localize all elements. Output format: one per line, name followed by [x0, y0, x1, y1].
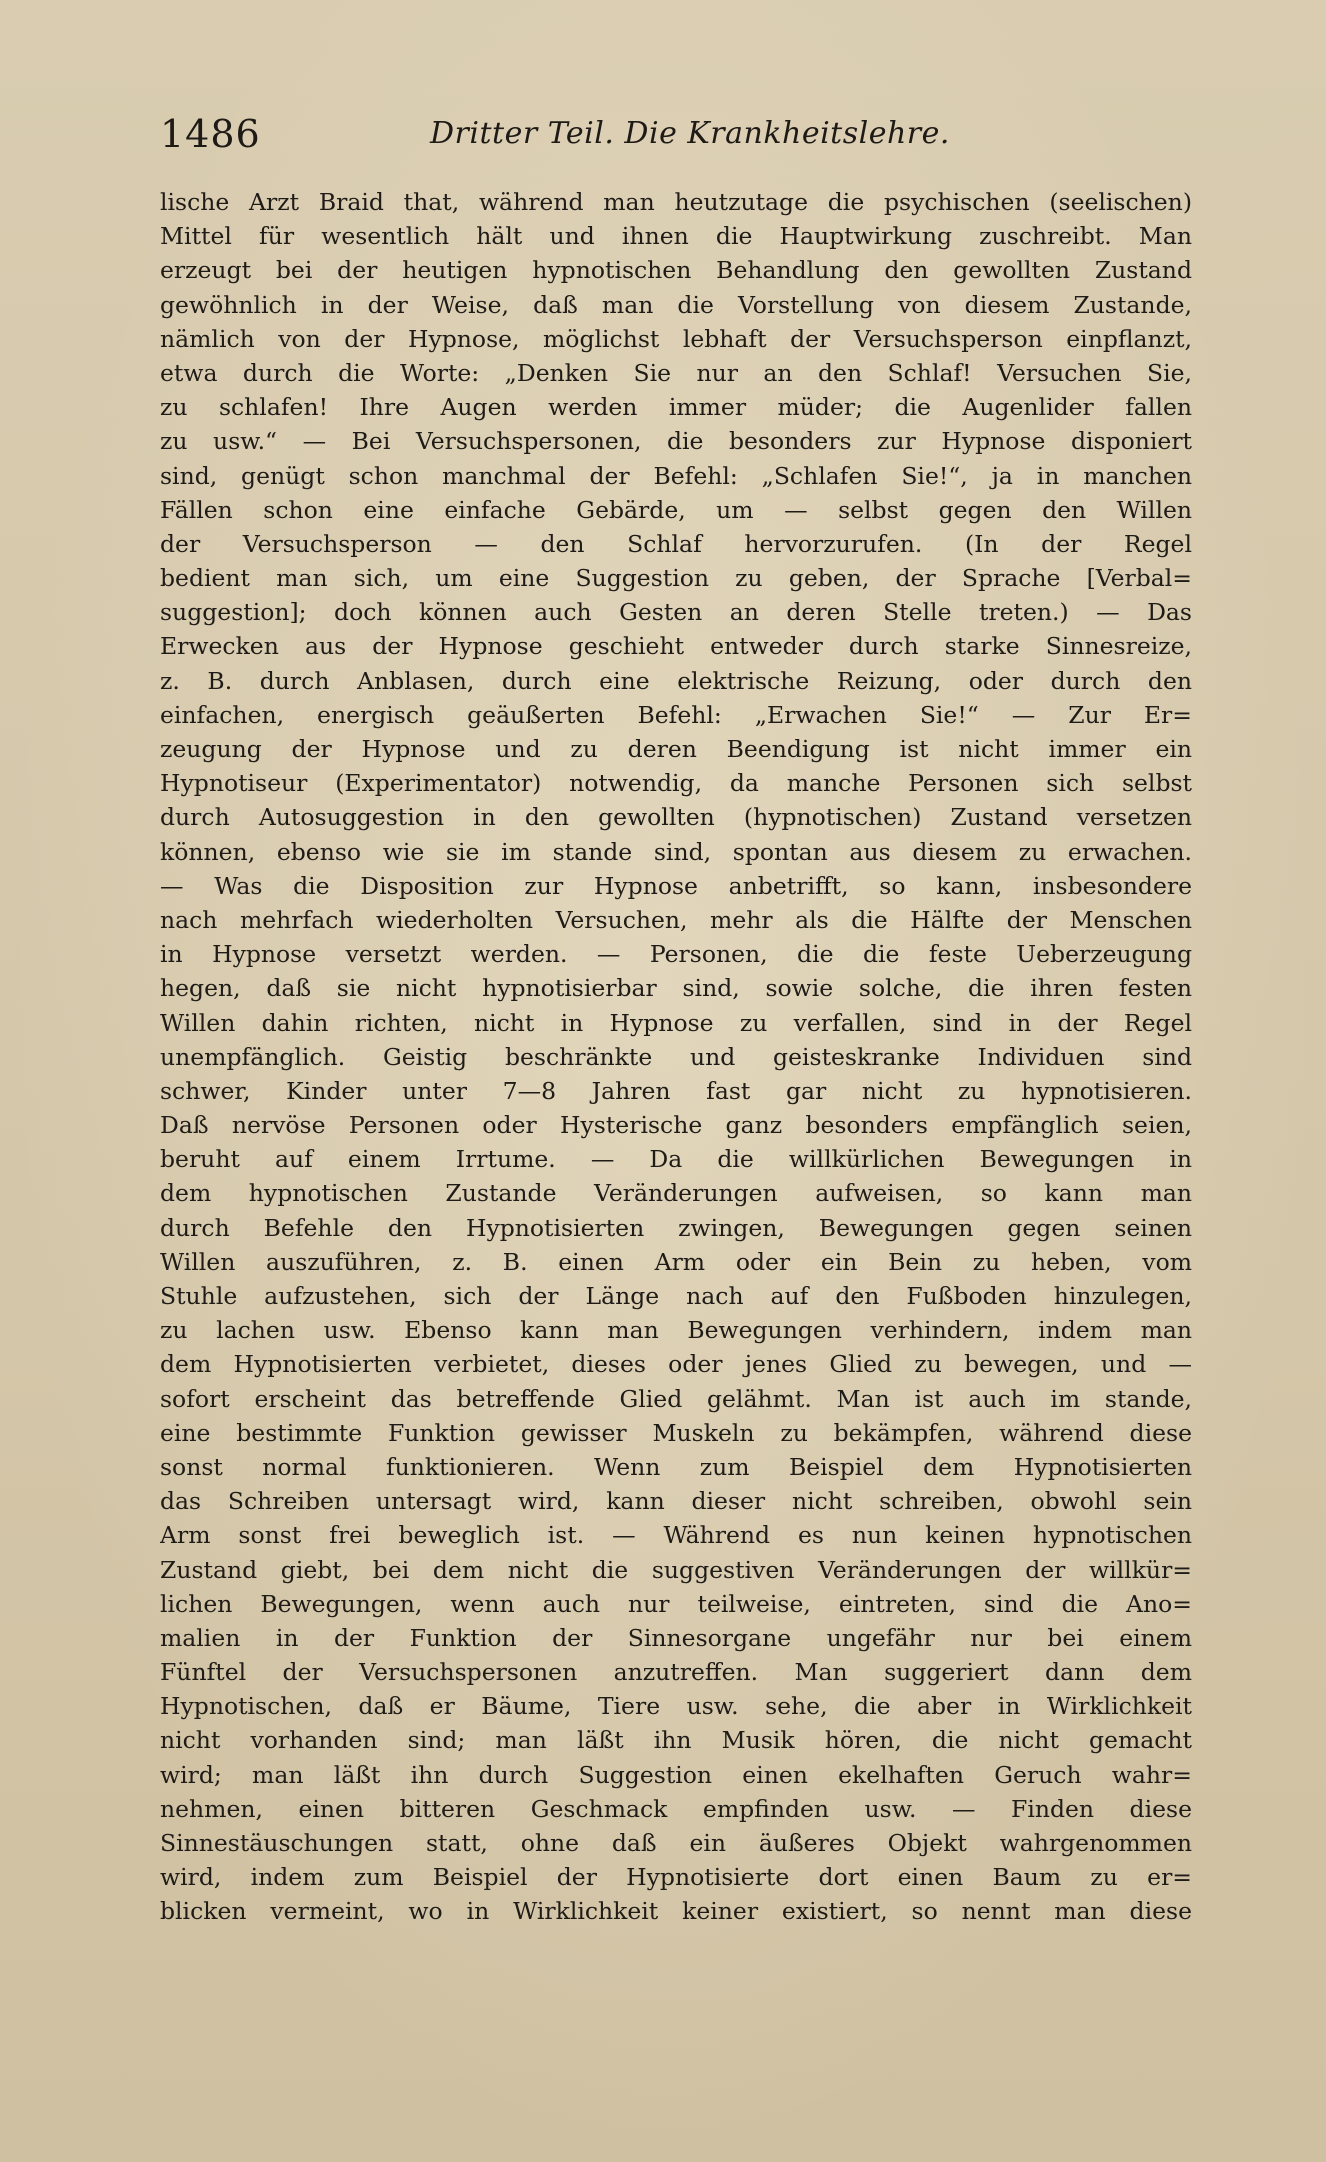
text-line: dem Hypnotisierten verbietet, dieses oder jenes Glied zu bewegen, und — [160, 1350, 1192, 1379]
text-line: nehmen, einen bitteren Geschmack empfinden usw. — Finden diese [160, 1794, 1192, 1823]
text-line: blicken vermeint, wo in Wirklichkeit keiner existiert, so nennt man diese [160, 1897, 1192, 1926]
text-line: Fünftel der Versuchspersonen anzutreffen. Man suggeriert dann dem [160, 1658, 1192, 1687]
text-line: schwer, Kinder unter 7—8 Jahren fast gar nicht zu hypnotisieren. [160, 1076, 1192, 1105]
text-line: bedient man sich, um eine Suggestion zu geben, der Sprache [Verbal= [160, 564, 1192, 593]
text-line: Hypnotischen, daß er Bäume, Tiere usw. sehe, die aber in Wirklichkeit [160, 1692, 1192, 1721]
text-line: eine bestimmte Funktion gewisser Muskeln zu bekämpfen, während diese [160, 1418, 1192, 1447]
text-line: sonst normal funktionieren. Wenn zum Beispiel dem Hypnotisierten [160, 1452, 1192, 1481]
text-line: wird, indem zum Beispiel der Hypnotisierte dort einen Baum zu er= [160, 1863, 1192, 1892]
text-line: zu schlafen! Ihre Augen werden immer müder; die Augenlider fallen [160, 393, 1192, 422]
text-line: durch Autosuggestion in den gewollten (hypnotischen) Zustand versetzen [160, 803, 1192, 832]
text-line: zu lachen usw. Ebenso kann man Bewegungen verhindern, indem man [160, 1316, 1192, 1345]
text-line: nach mehrfach wiederholten Versuchen, mehr als die Hälfte der Menschen [160, 905, 1192, 934]
text-line: Daß nervöse Personen oder Hysterische ganz besonders empfänglich seien, [160, 1111, 1192, 1140]
text-line: erzeugt bei der heutigen hypnotischen Behandlung den gewollten Zustand [160, 256, 1192, 285]
text-line: Arm sonst frei beweglich ist. — Während es nun keinen hypnotischen [160, 1521, 1192, 1550]
text-line: lichen Bewegungen, wenn auch nur teilweise, eintreten, sind die Ano= [160, 1589, 1192, 1618]
text-line: Stuhle aufzustehen, sich der Länge nach auf den Fußboden hinzulegen, [160, 1282, 1192, 1310]
text-line: Erwecken aus der Hypnose geschieht entweder durch starke Sinnesreize, [160, 632, 1192, 661]
text-line: Fällen schon eine einfache Gebärde, um — selbst gegen den Willen [160, 495, 1192, 524]
text-line: einfachen, energisch geäußerten Befehl: „Erwachen Sie!“ — Zur Er= [160, 700, 1192, 729]
text-line: beruht auf einem Irrtume. — Da die willkürlichen Bewegungen in [160, 1145, 1192, 1174]
text-line: Mittel für wesentlich hält und ihnen die Hauptwirkung zuschreibt. Man [160, 222, 1192, 251]
page-header [160, 112, 1190, 162]
text-line: Sinnestäuschungen statt, ohne daß ein äußeres Objekt wahrgenommen [160, 1829, 1192, 1857]
text-line: gewöhnlich in der Weise, daß man die Vorstellung von diesem Zustande, [160, 290, 1192, 319]
text-line: Willen auszuführen, z. B. einen Arm oder ein Bein zu heben, vom [160, 1247, 1192, 1276]
body-text [160, 185, 1192, 1929]
text-line: zeugung der Hypnose und zu deren Beendigung ist nicht immer ein [160, 735, 1192, 763]
text-line: sofort erscheint das betreffende Glied gelähmt. Man ist auch im stande, [160, 1384, 1192, 1413]
running-head: Dritter Teil. Die Krankheitslehre. [430, 116, 950, 151]
text-line: zu usw.“ — Bei Versuchspersonen, die besonders zur Hypnose disponiert [160, 427, 1192, 456]
text-line: Hypnotiseur (Experimentator) notwendig, da manche Personen sich selbst [160, 769, 1192, 798]
text-line: durch Befehle den Hypnotisierten zwingen, Bewegungen gegen seinen [160, 1213, 1192, 1242]
text-line: Zustand giebt, bei dem nicht die suggestiven Veränderungen der willkür= [160, 1555, 1192, 1584]
page-number: 1486 [160, 112, 261, 156]
text-line: können, ebenso wie sie im stande sind, spontan aus diesem zu erwachen. [160, 837, 1192, 866]
text-line: hegen, daß sie nicht hypnotisierbar sind, sowie solche, die ihren festen [160, 974, 1192, 1003]
text-line: nämlich von der Hypnose, möglichst lebhaft der Versuchsperson einpflanzt, [160, 324, 1192, 353]
text-line: malien in der Funktion der Sinnesorgane ungefähr nur bei einem [160, 1623, 1192, 1652]
text-line: das Schreiben untersagt wird, kann dieser nicht schreiben, obwohl sein [160, 1487, 1192, 1516]
text-line: etwa durch die Worte: „Denken Sie nur an den Schlaf! Versuchen Sie, [160, 358, 1192, 387]
text-line: unempfänglich. Geistig beschränkte und geisteskranke Individuen sind [160, 1042, 1192, 1071]
text-line: der Versuchsperson — den Schlaf hervorzurufen. (In der Regel [160, 529, 1192, 558]
text-line: — Was die Disposition zur Hypnose anbetrifft, so kann, insbesondere [160, 871, 1192, 900]
text-line: sind, genügt schon manchmal der Befehl: „Schlafen Sie!“, ja in manchen [160, 461, 1192, 490]
text-line: in Hypnose versetzt werden. — Personen, die die feste Ueberzeugung [160, 940, 1192, 969]
text-line: dem hypnotischen Zustande Veränderungen aufweisen, so kann man [160, 1179, 1192, 1208]
text-line: nicht vorhanden sind; man läßt ihn Musik hören, die nicht gemacht [160, 1726, 1192, 1755]
text-line: z. B. durch Anblasen, durch eine elektrische Reizung, oder durch den [160, 666, 1192, 695]
text-line: suggestion]; doch können auch Gesten an deren Stelle treten.) — Das [160, 598, 1192, 627]
text-line: Willen dahin richten, nicht in Hypnose zu verfallen, sind in der Regel [160, 1008, 1192, 1037]
text-line: wird; man läßt ihn durch Suggestion einen ekelhaften Geruch wahr= [160, 1760, 1192, 1789]
text-line: lische Arzt Braid that, während man heutzutage die psychischen (seelischen) [160, 188, 1192, 216]
